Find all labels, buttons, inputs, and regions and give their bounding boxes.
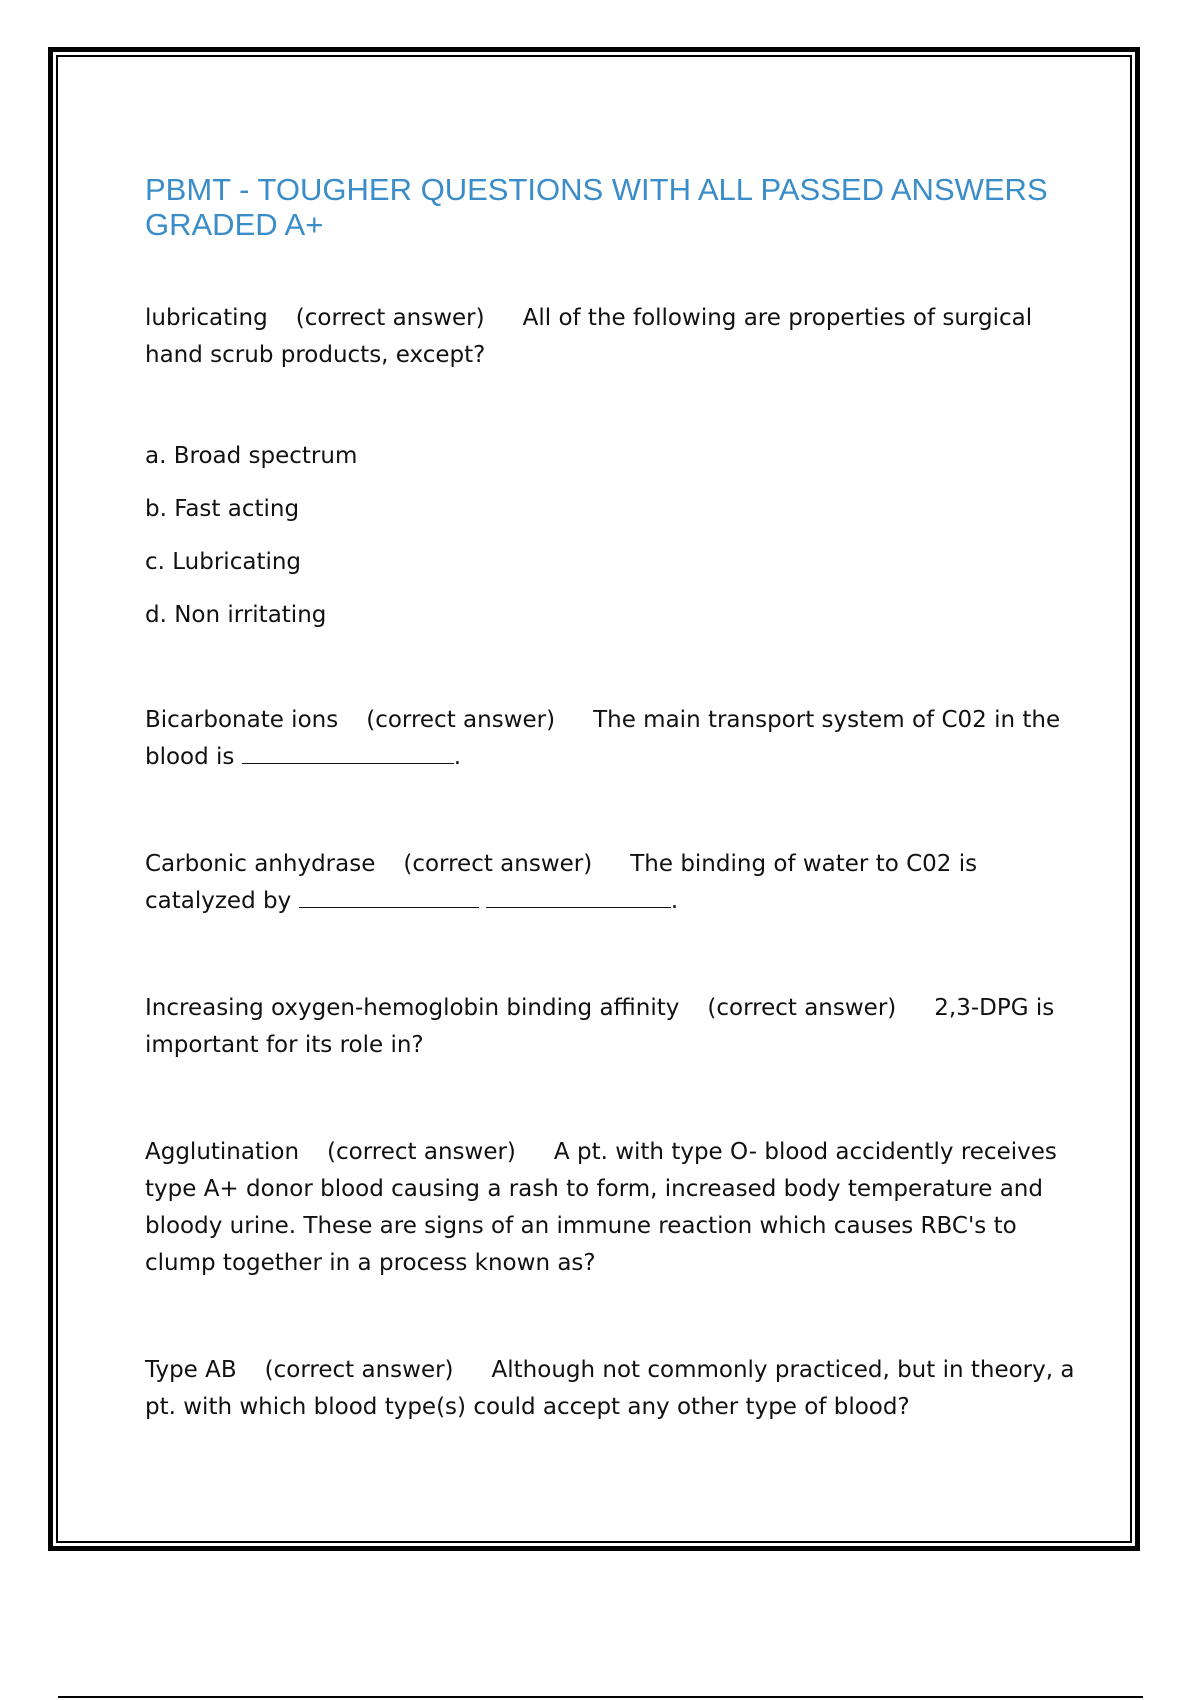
fill-blank (486, 887, 671, 908)
correct-answer-tag: (correct answer) (707, 995, 897, 1021)
qa-item-2 (145, 702, 1090, 776)
question: The binding of water to C02 is catalyzed by (145, 851, 978, 914)
qa-text (145, 1134, 1090, 1282)
question: 2,3-DPG is important for its role in? (145, 995, 1055, 1058)
correct-answer-tag: (correct answer) (295, 305, 485, 331)
qa-item-3 (145, 846, 1090, 920)
answer: lubricating (145, 305, 268, 331)
question-end: . (670, 888, 679, 914)
qa-text (145, 702, 1090, 776)
correct-answer-tag: (correct answer) (327, 1139, 516, 1165)
answer: Bicarbonate ions (145, 707, 339, 733)
qa-text (145, 1352, 1090, 1426)
qa-text (145, 300, 1090, 374)
question: A pt. with type O- blood accidently receives type A+ donor blood causing a rash to form, increased body temperature and bloody urine. These are signs of an immune reaction which causes RBC's to clump together in a process known as? (145, 1139, 1057, 1276)
option-a: a. Broad spectrum (145, 443, 358, 469)
document-title: PBMT - TOUGHER QUESTIONS WITH ALL PASSED ANSWERS GRADED A+ (145, 172, 1048, 242)
correct-answer-tag: (correct answer) (264, 1357, 454, 1383)
question: The main transport system of C02 in the blood is (145, 707, 1061, 770)
correct-answer-tag: (correct answer) (366, 707, 556, 733)
options-list (145, 438, 1090, 634)
qa-text (145, 846, 1090, 920)
answer: Type AB (145, 1357, 237, 1383)
answer: Agglutination (145, 1139, 300, 1165)
correct-answer-tag: (correct answer) (403, 851, 593, 877)
qa-text (145, 990, 1090, 1064)
document-body (145, 172, 1090, 1426)
option-d: d. Non irritating (145, 602, 327, 628)
footer-rule (58, 1696, 1143, 1698)
question: Although not commonly practiced, but in theory, a pt. with which blood type(s) could accept any other type of blood? (145, 1357, 1075, 1420)
answer: Carbonic anhydrase (145, 851, 376, 877)
question: All of the following are properties of surgical hand scrub products, except? (145, 305, 1033, 368)
qa-item-4 (145, 990, 1090, 1064)
qa-item-5 (145, 1134, 1090, 1282)
option-c: c. Lubricating (145, 549, 302, 575)
fill-blank (242, 743, 454, 764)
qa-item-1 (145, 300, 1090, 634)
question-end: . (453, 744, 462, 770)
qa-item-6 (145, 1352, 1090, 1426)
option-b: b. Fast acting (145, 496, 300, 522)
fill-blank (299, 887, 479, 908)
answer: Increasing oxygen-hemoglobin binding affinity (145, 995, 680, 1021)
